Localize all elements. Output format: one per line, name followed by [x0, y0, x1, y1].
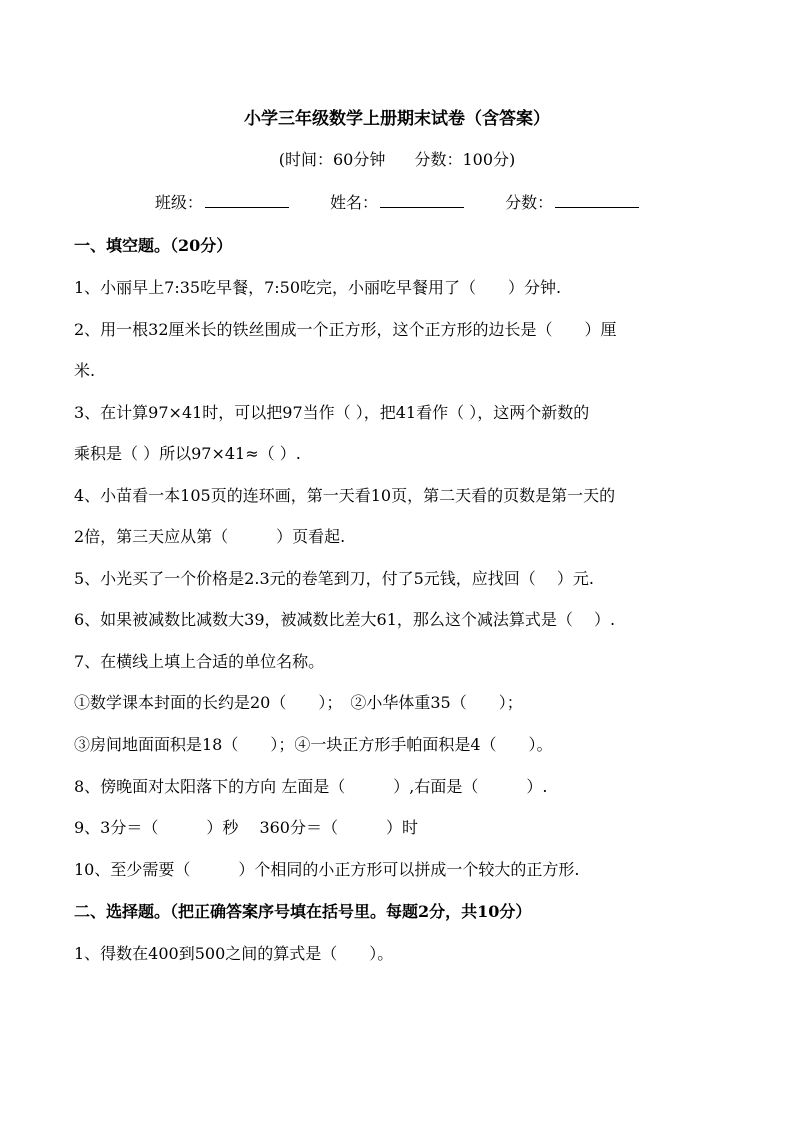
question-line: 6、如果被减数比减数大39，被减数比差大61，那么这个减法算式是（ ）.	[74, 610, 616, 629]
class-field	[155, 190, 289, 213]
question-line: ③房间地面面积是18（ ）；④一块正方形手帕面积是4（ ）。	[74, 735, 553, 754]
score-field	[505, 190, 639, 213]
student-info-row	[0, 190, 794, 213]
name-label: 姓名：	[329, 193, 378, 212]
question-line: 10、至少需要（ ）个相同的小正方形可以拼成一个较大的正方形.	[74, 860, 580, 879]
question-line: 5、小光买了一个价格是2.3元的卷笔到刀，付了5元钱，应找回（ ）元.	[74, 569, 594, 588]
question-line: 2、用一根32厘米长的铁丝围成一个正方形，这个正方形的边长是（ ）厘	[74, 320, 617, 339]
time-limit: (时间：60分钟	[278, 150, 386, 169]
question-line: 2倍，第三天应从第（ ）页看起.	[74, 527, 346, 546]
question-line: 8、傍晚面对太阳落下的方向 左面是（ ）,右面是（ ）.	[74, 777, 548, 796]
score-blank[interactable]	[555, 193, 639, 208]
question-line: ①数学课本封面的长约是20（ ）； ②小华体重35（ ）；	[74, 693, 523, 712]
question-line: 3、在计算97×41时，可以把97当作（ ），把41看作（ ），这两个新数的	[74, 403, 590, 422]
section-heading-multiple-choice: 二、选择题。（把正确答案序号填在括号里。每题2分，共10分）	[74, 902, 532, 921]
total-score: 分数：100分)	[414, 150, 516, 169]
question-line: 9、3分＝（ ）秒 360分＝（ ）时	[74, 818, 418, 837]
page-title: 小学三年级数学上册期末试卷（含答案）	[244, 109, 550, 129]
score-label: 分数：	[505, 193, 554, 212]
question-line: 7、在横线上填上合适的单位名称。	[74, 652, 325, 671]
exam-subtitle	[0, 147, 794, 170]
question-line: 1、得数在400到500之间的算式是（ ）。	[74, 944, 394, 963]
question-line: 1、小丽早上7:35吃早餐，7:50吃完，小丽吃早餐用了（ ）分钟.	[74, 278, 562, 297]
section-heading-fill-blank: 一、填空题。（20分）	[74, 236, 233, 255]
name-field	[330, 190, 464, 213]
class-label: 班级：	[154, 193, 203, 212]
name-blank[interactable]	[380, 193, 464, 208]
question-line: 乘积是（ ）所以97×41≈（ ）.	[74, 444, 301, 463]
question-line: 4、小苗看一本105页的连环画，第一天看10页，第二天看的页数是第一天的	[74, 486, 616, 505]
question-line: 米.	[74, 361, 96, 380]
class-blank[interactable]	[205, 193, 289, 208]
